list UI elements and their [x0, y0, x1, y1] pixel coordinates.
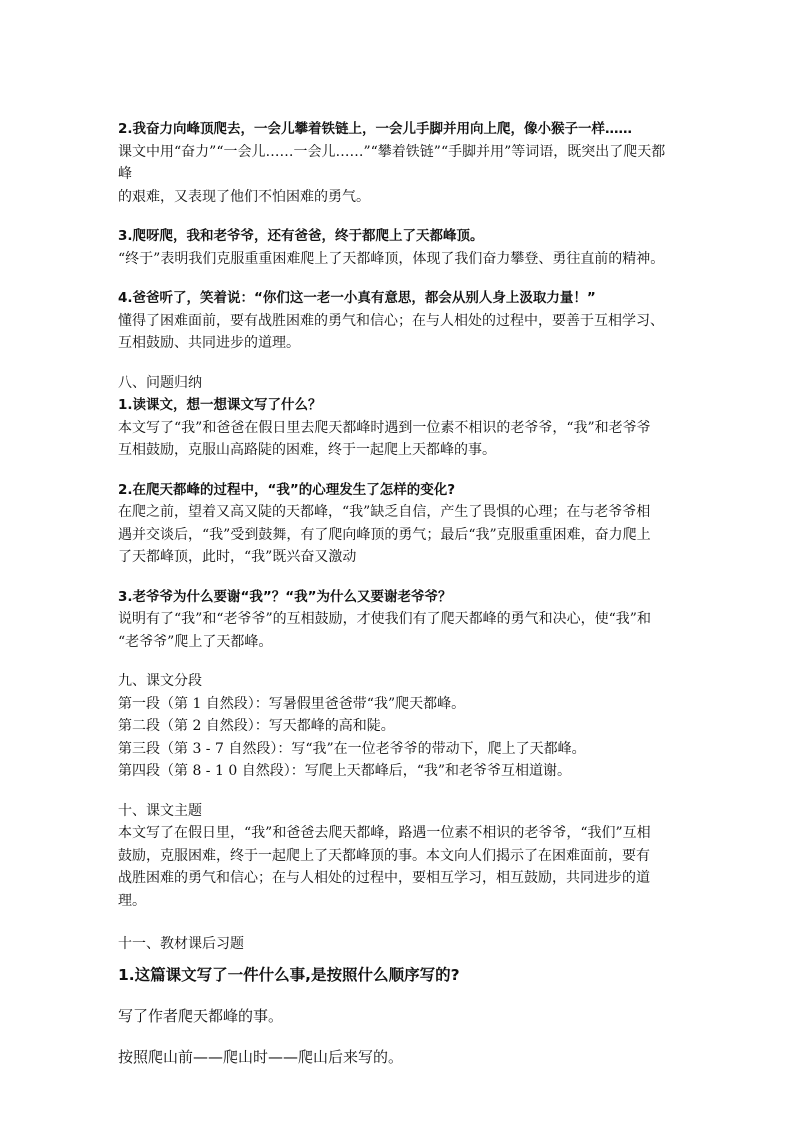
paragraph-division-4: 第四段（第 8 - 1 0 自然段）：写爬上天都峰后，“我”和老爷爷互相道谢。 — [118, 763, 572, 779]
theme-line-3: 战胜困难的勇气和信心；在与人相处的过程中，要相互学习，相互鼓励，共同进步的道 — [118, 870, 650, 886]
theme-line-1: 本文写了在假日里，“我”和爸爸去爬天都峰，路遇一位素不相识的老爷爷，“我们”互相 — [118, 825, 651, 841]
paragraph-division-3: 第三段（第 3 - 7 自然段）：写“我”在一位老爷爷的带动下，爬上了天都峰。 — [118, 740, 586, 757]
section-10-heading: 十、课文主题 — [118, 802, 202, 819]
s8-answer-3-line-1: 说明有了“我”和“老爷爷”的互相鼓励，才使我们有了爬天都峰的勇气和决心，使“我”和 — [118, 611, 651, 627]
s8-answer-3-line-2: “老爷爷”爬上了天都峰。 — [118, 633, 273, 650]
question-3: 3.爬呀爬，我和老爷爷，还有爸爸，终于都爬上了天都峰顶。 — [118, 228, 484, 244]
answer-4-line-1: 懂得了困难面前，要有战胜困难的勇气和信心；在与人相处的过程中，要善于互相学习、 — [118, 312, 664, 329]
question-2: 2.我奋力向峰顶爬去，一会儿攀着铁链上，一会儿手脚并用向上爬，像小猴子一样…… — [118, 121, 633, 137]
section-11-heading: 十一、教材课后习题 — [118, 936, 244, 952]
section-9-heading: 九、课文分段 — [118, 673, 202, 689]
theme-line-4: 理。 — [118, 892, 146, 909]
exercise-answer-2: 按照爬山前——爬山时——爬山后来写的。 — [118, 1048, 404, 1066]
document-page — [118, 118, 678, 1069]
answer-4-line-2: 互相鼓励、共同进步的道理。 — [118, 335, 300, 351]
exercise-question-1: 1.这篇课文写了一件什么事,是按照什么顺序写的? — [118, 966, 460, 984]
s8-question-1: 1.读课文，想一想课文写了什么？ — [118, 397, 322, 413]
s8-question-3: 3.老爷爷为什么要谢“我”？“我”为什么又要谢老爷爷？ — [118, 588, 452, 605]
s8-answer-2-line-3: 了天都峰顶，此时，“我”既兴奋又激动 — [118, 549, 357, 565]
s8-question-2: 2.在爬天都峰的过程中，“我”的心理发生了怎样的变化? — [118, 481, 456, 498]
s8-answer-2-line-2: 遇并交谈后，“我”受到鼓舞，有了爬向峰顶的勇气；最后“我”克服重重困难，奋力爬上 — [118, 526, 651, 543]
s8-answer-1-line-1: 本文写了“我”和爸爸在假日里去爬天都峰时遇到一位素不相识的老爷爷，“我”和老爷爷 — [118, 419, 651, 436]
answer-2-line-2: 的艰难，又表现了他们不怕困难的勇气。 — [118, 188, 370, 205]
s8-answer-1-line-2: 互相鼓励，克服山高路陡的困难，终于一起爬上天都峰的事。 — [118, 442, 496, 458]
answer-3-line-1: “终于”表明我们克服重重困难爬上了天都峰顶，体现了我们奋力攀登、勇往直前的精神。 — [118, 250, 665, 267]
theme-line-2: 鼓励，克服困难，终于一起爬上了天都峰顶的事。本文向人们揭示了在困难面前，要有 — [118, 847, 650, 864]
section-8-heading: 八、问题归纳 — [118, 374, 202, 391]
paragraph-division-1: 第一段（第 1 自然段）：写暑假里爸爸带“我”爬天都峰。 — [118, 695, 466, 712]
exercise-answer-1: 写了作者爬天都峰的事。 — [118, 1007, 284, 1025]
answer-2-line-1: 课文中用“奋力”“一会儿……一会儿……”“攀着铁链”“手脚并用”等词语，既突出了爬天都峰 — [118, 143, 666, 182]
question-4: 4.爸爸听了，笑着说：“你们这一老一小真有意思，都会从别人身上汲取力量！” — [118, 290, 596, 306]
paragraph-division-2: 第二段（第 2 自然段）：写天都峰的高和陡。 — [118, 718, 395, 734]
s8-answer-2-line-1: 在爬之前，望着又高又陡的天都峰，“我”缺乏自信，产生了畏惧的心理；在与老爷爷相 — [118, 504, 651, 520]
